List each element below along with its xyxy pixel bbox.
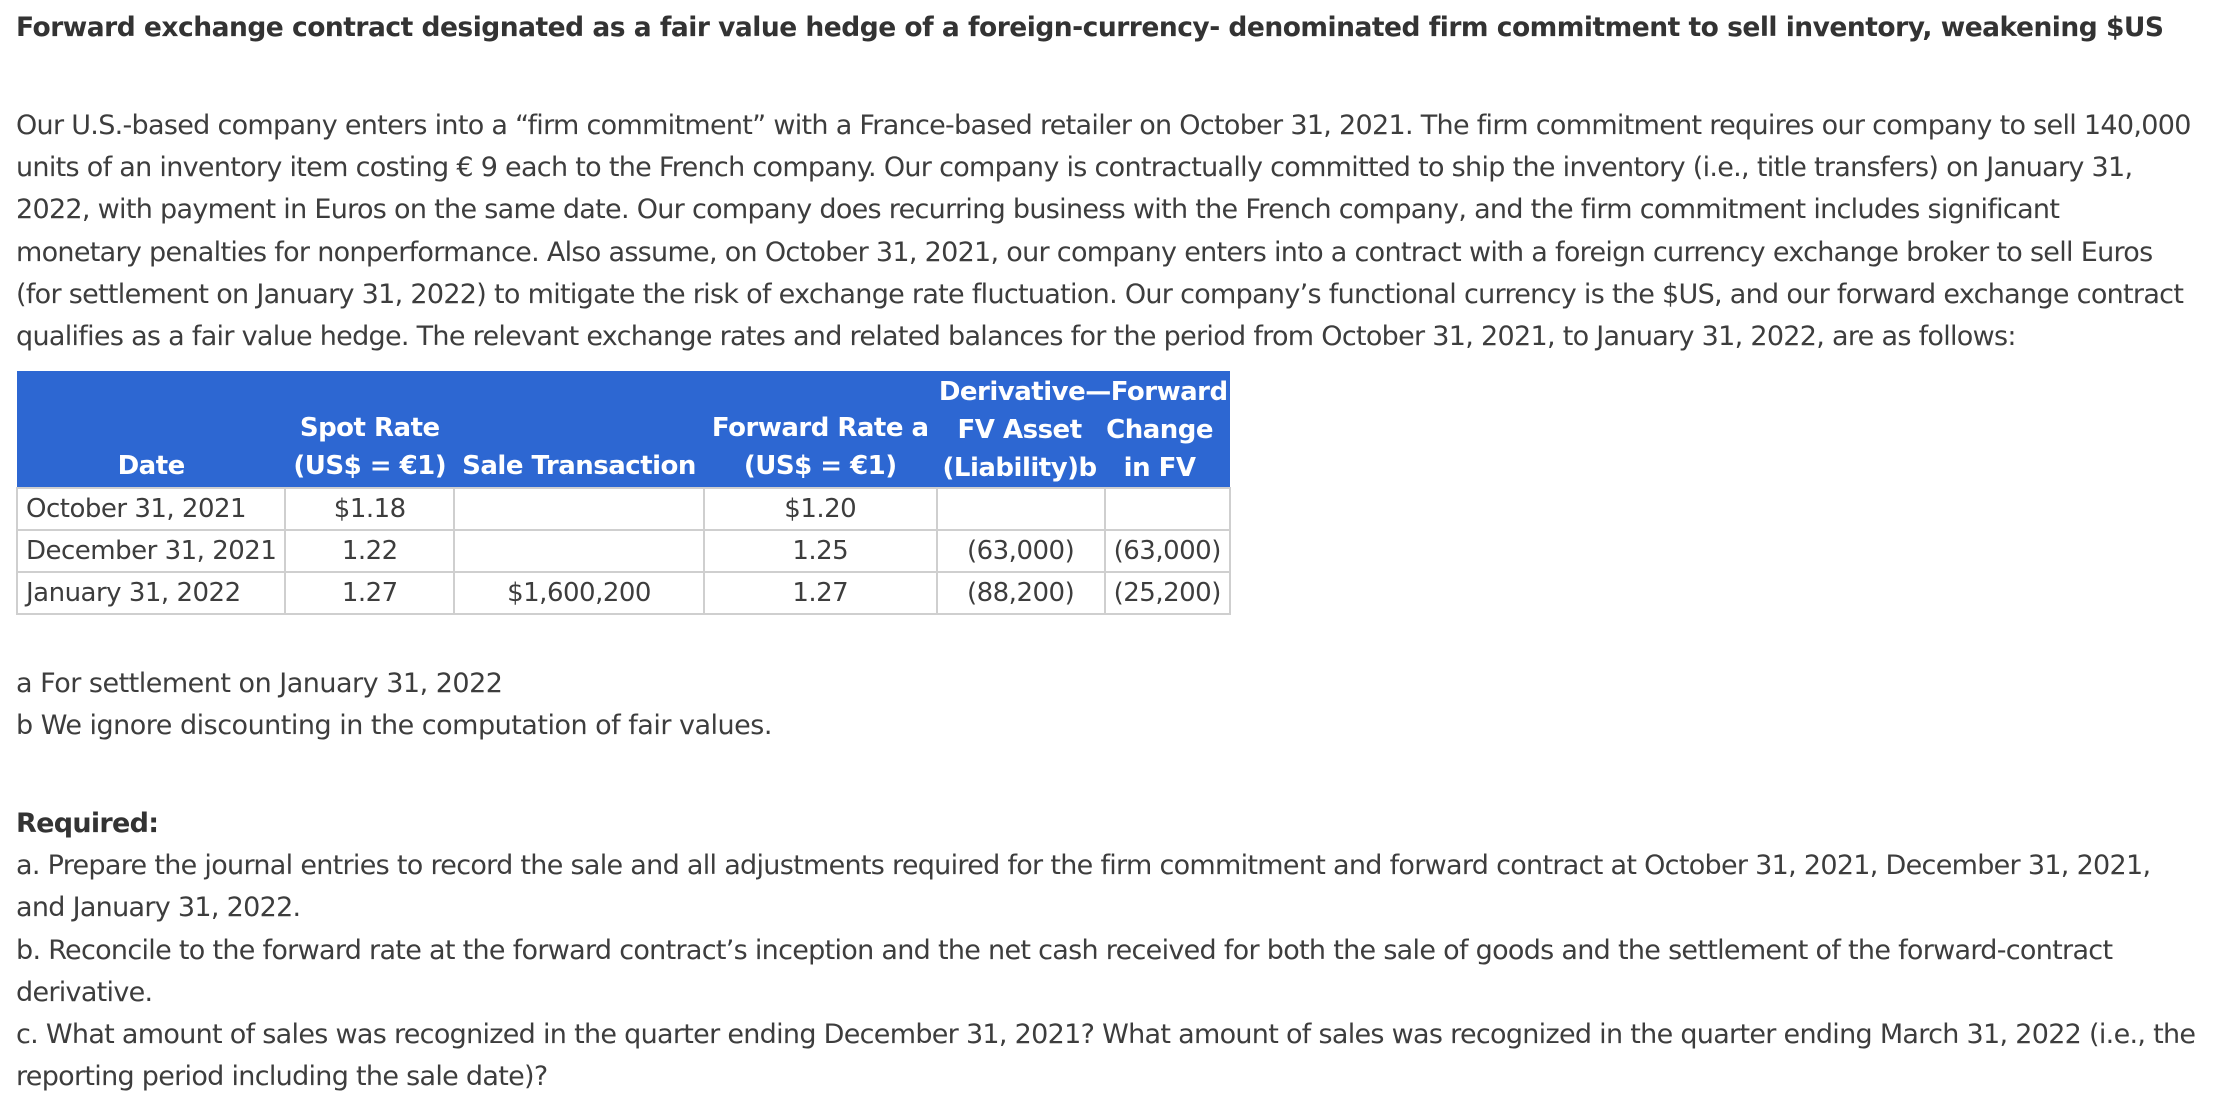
- required-line: c. What amount of sales was recognized in the quarter ending December 31, 2021? What amount of sales was recognized in the quarter ending March 31, 2022 (i.e., the: [16, 1019, 2196, 1051]
- table-row: [17, 488, 1230, 530]
- exchange-rate-table: [16, 371, 1231, 615]
- footnote-b: b We ignore discounting in the computation of fair values.: [16, 710, 772, 742]
- required-line: b. Reconcile to the forward rate at the forward contract’s inception and the net cash received for both the sale of goods and the settlement of the forward-contract: [16, 934, 2113, 966]
- cell-forward: 1.27: [704, 572, 937, 614]
- fv-liability-label: (Liability)b: [942, 453, 1097, 483]
- cell-fv: [937, 488, 1105, 530]
- page-title: Forward exchange contract designated as a fair value hedge of a foreign-currency- denominated firm commitment to sell inventory, weakening $US: [16, 12, 2164, 43]
- cell-date: January 31, 2022: [17, 572, 285, 614]
- col-header-date: Date: [17, 371, 285, 488]
- cell-spot: 1.22: [285, 530, 454, 572]
- intro-line: units of an inventory item costing € 9 each to the French company. Our company is contractually committed to ship the inventory (i.e., title transfers) on January 31,: [16, 152, 2133, 184]
- required-line: derivative.: [16, 976, 153, 1008]
- cell-fv: (88,200): [937, 572, 1105, 614]
- intro-paragraph: [16, 105, 2216, 358]
- change-label: Change: [1106, 415, 1214, 445]
- table-row: [17, 572, 1230, 614]
- cell-spot: $1.18: [285, 488, 454, 530]
- cell-sale: $1,600,200: [454, 572, 704, 614]
- intro-line: qualifies as a fair value hedge. The relevant exchange rates and related balances for the period from October 31, 2021, to January 31, 2022, are as follows:: [16, 321, 2016, 353]
- cell-sale: [454, 530, 704, 572]
- intro-line: Our U.S.-based company enters into a “firm commitment” with a France-based retailer on October 31, 2021. The firm commitment requires our company to sell 140,000: [16, 110, 2191, 141]
- cell-sale: [454, 488, 704, 530]
- intro-line: 2022, with payment in Euros on the same date. Our company does recurring business with the French company, and the firm commitment includes significant: [16, 194, 2060, 226]
- required-section: [16, 803, 2216, 1098]
- table-footnotes: [16, 663, 772, 747]
- cell-forward: 1.25: [704, 530, 937, 572]
- cell-change: (63,000): [1105, 530, 1230, 572]
- table-row: [17, 530, 1230, 572]
- col-header-derivative-forward: Derivative—Forward: [938, 377, 1228, 407]
- col-header-fv-asset: [937, 371, 1230, 488]
- intro-line: monetary penalties for nonperformance. Also assume, on October 31, 2021, our company enters into a contract with a foreign currency exchange broker to sell Euros: [16, 236, 2153, 268]
- col-header-spot-rate: Spot Rate (US$ = €1): [285, 371, 454, 488]
- cell-forward: $1.20: [704, 488, 937, 530]
- required-heading: Required:: [16, 808, 159, 839]
- footnote-a: a For settlement on January 31, 2022: [16, 668, 503, 699]
- cell-change: [1105, 488, 1230, 530]
- required-line: and January 31, 2022.: [16, 892, 301, 924]
- cell-date: October 31, 2021: [17, 488, 285, 530]
- change-in-fv-label: in FV: [1123, 453, 1196, 483]
- intro-line: (for settlement on January 31, 2022) to mitigate the risk of exchange rate fluctuation. Our company’s functional currency is the $US, and our forward exchange contract: [16, 278, 2184, 310]
- fv-asset-label: FV Asset: [957, 415, 1082, 445]
- cell-fv: (63,000): [937, 530, 1105, 572]
- required-line: a. Prepare the journal entries to record the sale and all adjustments required for the firm commitment and forward contract at October 31, 2021, December 31, 2021,: [16, 850, 2151, 882]
- cell-change: (25,200): [1105, 572, 1230, 614]
- table-header-row: [17, 371, 1230, 488]
- col-header-sale-transaction: Sale Transaction: [454, 371, 704, 488]
- required-line: reporting period including the sale date)?: [16, 1061, 548, 1093]
- cell-date: December 31, 2021: [17, 530, 285, 572]
- col-header-forward-rate: Forward Rate a (US$ = €1): [704, 371, 937, 488]
- cell-spot: 1.27: [285, 572, 454, 614]
